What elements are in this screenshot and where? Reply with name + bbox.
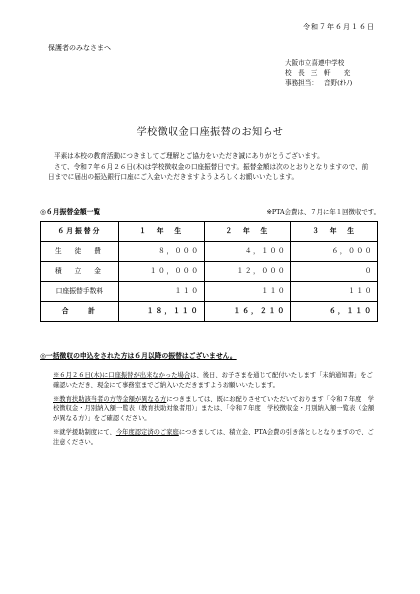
table-cell: ６，０００ xyxy=(291,242,378,262)
principal-role: 校 長 xyxy=(285,69,305,78)
table-cell: １１０ xyxy=(204,282,291,302)
table-row xyxy=(41,262,378,282)
table-cell: ０ xyxy=(291,262,378,282)
principal-line xyxy=(285,68,352,78)
table-cell: １０，０００ xyxy=(118,262,204,282)
notes-block xyxy=(53,371,375,451)
note-3-prefix: ※就学援助制度にて、 xyxy=(53,428,116,436)
note-1 xyxy=(53,371,375,391)
intro-paragraph-2: さて、令和７年６月２６日(木)は学校徴収金の口座振替日です。振替金額は次のとおりとなりますので、前日までに届出の振込銀行口座にご入金いただきますようよろしくお願いいたします。 xyxy=(48,162,369,182)
note-3-emphasis: 今年度認定済のご家庭 xyxy=(115,428,179,436)
fee-table-header xyxy=(41,222,378,242)
lump-sum-notice: ◎一括徴収の申込をされた方は６月以降の振替はございません。 xyxy=(40,352,237,360)
row-label: 生 徒 費 xyxy=(41,242,119,262)
table-row xyxy=(41,282,378,302)
school-name: 大阪市立喜連中学校 xyxy=(285,59,345,67)
header-cell: ２ 年 生 xyxy=(204,222,291,242)
note-2-text: につきましては、既にお配りさせていただいております「令和７年度 学校徴収金・月別納入額一覧表（教育扶助対象者用）」または、「令和７年度 学校徴収金・月別納入額一覧表（金額が異なる方）」をご確認ください。 xyxy=(53,395,375,422)
header-cell: ３ 年 生 xyxy=(291,222,378,242)
total-cell: １８，１１０ xyxy=(118,302,204,322)
office-line xyxy=(285,78,352,88)
principal-name: 三 軒 充 xyxy=(310,69,351,78)
note-1-emphasis: ※６月２６日(木)に口座振替が出来なかった場合 xyxy=(53,372,191,379)
table-cell: ４，１００ xyxy=(204,242,291,262)
recipient: 保護者のみなさまへ xyxy=(48,44,111,52)
table-cell: １１０ xyxy=(291,282,378,302)
note-3-text: につきましては、積立金、PTA会費の引き落としとなりますので、ご注意ください。 xyxy=(53,428,374,446)
row-label: 口座振替手数料 xyxy=(41,282,119,302)
total-label: 合 計 xyxy=(41,302,119,322)
intro-paragraph-1: 平素は本校の教育活動につきましてご理解とご協力をいただき誠にありがとうございます。 xyxy=(54,152,324,160)
fee-section xyxy=(40,208,380,322)
header-cell: ６月振替分 xyxy=(41,222,119,242)
table-row xyxy=(41,242,378,262)
note-2 xyxy=(53,395,375,424)
note-2-emphasis: ※教育扶助該当者の方等金額が異なる方 xyxy=(53,395,167,403)
total-cell: １６，２１０ xyxy=(204,302,291,322)
total-row xyxy=(41,302,378,322)
sender-block xyxy=(285,58,352,89)
fee-table xyxy=(40,221,378,322)
fee-section-header xyxy=(40,208,380,217)
fee-section-heading: ◎６月振替金額一覧 xyxy=(40,208,101,216)
note-1-text: は、後日、お子さまを通じて配付いたします「未納通知書」をご確認いただき、現金にて事務室までご納入いただきますようお願いいたします。 xyxy=(53,372,373,389)
issue-date: 令和７年６月１６日 xyxy=(303,23,375,31)
table-cell: ８，０００ xyxy=(118,242,204,262)
office-name: 音野(ｵﾄﾉ) xyxy=(323,79,353,88)
office-role: 事務担当： xyxy=(285,79,318,88)
table-cell: １２，０００ xyxy=(204,262,291,282)
total-cell: ６，１１０ xyxy=(291,302,378,322)
header-cell: １ 年 生 xyxy=(118,222,204,242)
document-title: 学校徴収金口座振替のお知らせ xyxy=(136,127,284,138)
table-cell: １１０ xyxy=(118,282,204,302)
pta-note: ※PTA会費は、７月に年１回徴収です。 xyxy=(266,208,380,216)
intro-text xyxy=(48,151,374,183)
note-3 xyxy=(53,428,375,448)
row-label: 積 立 金 xyxy=(41,262,119,282)
